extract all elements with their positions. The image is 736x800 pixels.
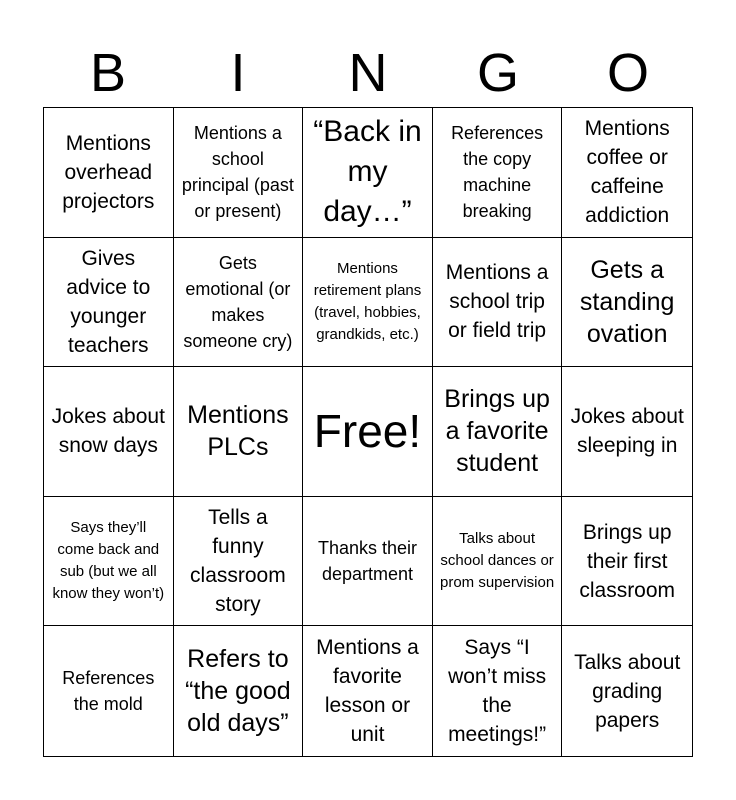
bingo-cell-text: Jokes about snow days (51, 405, 165, 458)
bingo-grid (43, 107, 693, 757)
bingo-cell[interactable] (174, 497, 304, 627)
bingo-cell[interactable] (433, 626, 563, 756)
bingo-cell[interactable] (44, 497, 174, 627)
bingo-cell-text: Tells a funny classroom story (190, 506, 286, 617)
bingo-cell-text: Brings up a favorite student (444, 385, 550, 478)
bingo-header (43, 38, 693, 108)
bingo-cell-text: Gives advice to younger teachers (66, 246, 151, 357)
bingo-cell[interactable] (174, 108, 304, 238)
bingo-cell-text: Gets emotional (or makes someone cry) (183, 252, 293, 351)
bingo-cell-text: Mentions a school trip or field trip (445, 261, 549, 343)
bingo-cell[interactable] (303, 108, 433, 238)
bingo-cell[interactable] (562, 497, 692, 627)
bingo-cell-text: Jokes about sleeping in (570, 405, 684, 458)
bingo-cell-text: Refers to “the good old days” (185, 645, 291, 738)
header-letter-n: N (348, 43, 388, 103)
bingo-cell[interactable] (562, 626, 692, 756)
bingo-cell-text: Thanks their department (317, 538, 418, 585)
bingo-cell[interactable] (303, 497, 433, 627)
bingo-cell-text: Talks about grading papers (574, 650, 681, 732)
bingo-cell[interactable] (174, 238, 304, 368)
bingo-cell[interactable] (174, 367, 304, 497)
bingo-cell[interactable] (174, 626, 304, 756)
bingo-cell[interactable] (303, 626, 433, 756)
bingo-cell[interactable] (433, 238, 563, 368)
bingo-cell[interactable] (303, 238, 433, 368)
bingo-cell[interactable] (562, 108, 692, 238)
bingo-cell[interactable] (433, 367, 563, 497)
bingo-cell-text: “Back in my day…” (313, 115, 422, 229)
header-letter-b: B (89, 43, 127, 103)
bingo-cell-text: Says they’ll come back and sub (but we all know they won’t) (52, 519, 165, 603)
bingo-cell-text: Mentions a school principal (past or present) (181, 123, 294, 222)
bingo-cell[interactable] (562, 367, 692, 497)
bingo-cell[interactable] (44, 626, 174, 756)
bingo-cell[interactable] (44, 367, 174, 497)
bingo-cell-text: References the copy machine breaking (451, 123, 544, 222)
bingo-cell-text: Mentions a favorite lesson or unit (316, 636, 419, 747)
header-letter-i: I (230, 43, 246, 103)
free-space-cell[interactable] (303, 367, 433, 497)
header-letter-o: O (606, 43, 649, 103)
bingo-cell-text: Mentions PLCs (187, 401, 289, 462)
bingo-cell-text: Says “I won’t miss the meetings!” (448, 636, 547, 747)
bingo-cell[interactable] (433, 497, 563, 627)
bingo-cell-text: Mentions overhead projectors (62, 131, 155, 213)
header-letter-g: G (476, 43, 519, 103)
bingo-cell-text: Gets a standing ovation (579, 255, 675, 348)
bingo-cell[interactable] (44, 108, 174, 238)
bingo-cell-text: References the mold (62, 668, 155, 715)
bingo-cell[interactable] (433, 108, 563, 238)
free-space-text: Free! (313, 405, 422, 458)
bingo-cell-text: Brings up their first classroom (579, 520, 676, 602)
bingo-cell-text: Mentions coffee or caffeine addiction (584, 117, 670, 228)
bingo-cell-text: Talks about school dances or prom supervision (439, 530, 555, 592)
bingo-cell[interactable] (562, 238, 692, 368)
bingo-cell[interactable] (44, 238, 174, 368)
bingo-cell-text: Mentions retirement plans (travel, hobbies, grandkids, etc.) (313, 259, 422, 343)
